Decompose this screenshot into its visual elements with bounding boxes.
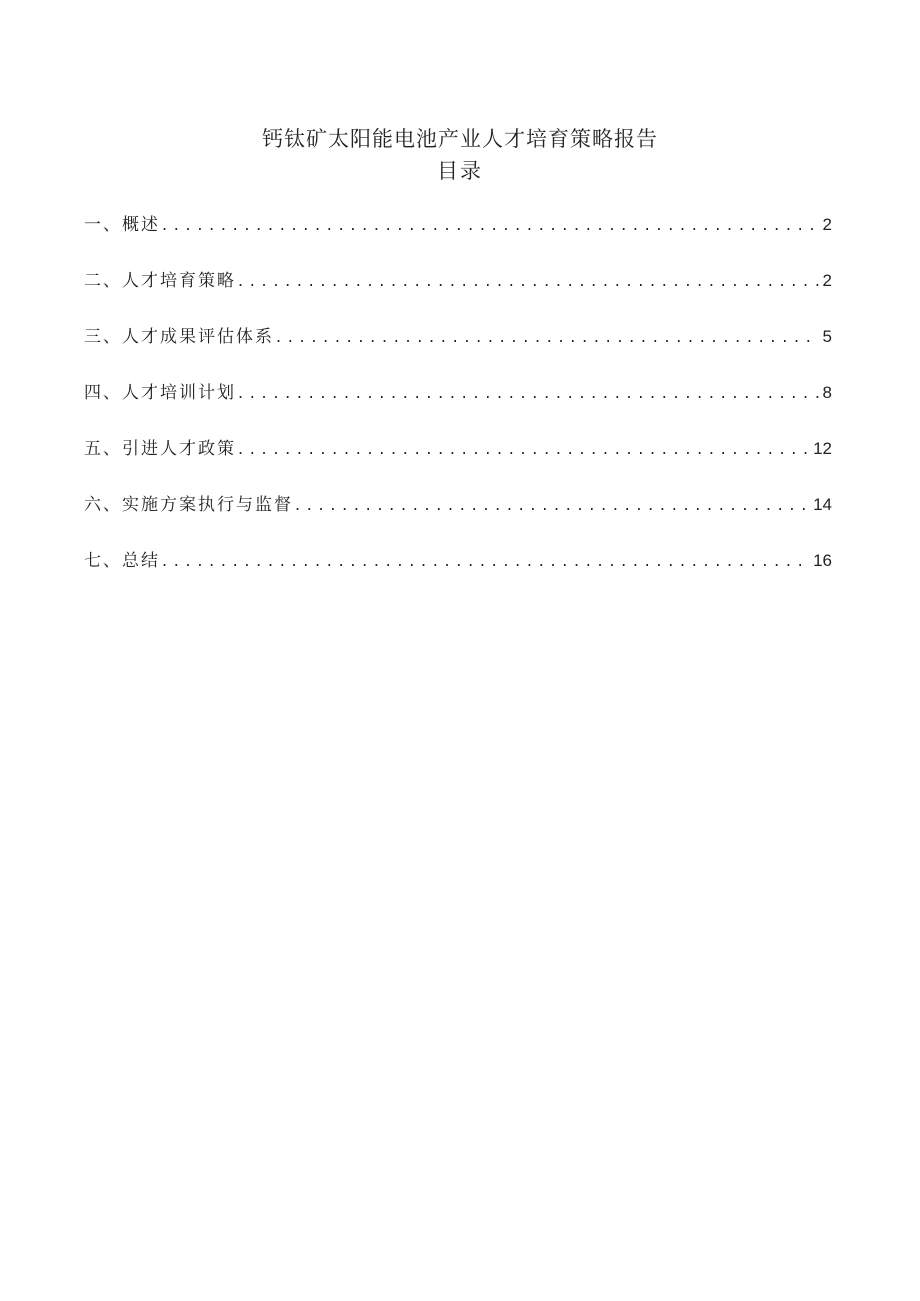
toc-entry-label: 四、人才培训计划 bbox=[84, 383, 236, 403]
toc-entry-page-number: 5 bbox=[822, 327, 832, 346]
dot-leader bbox=[162, 546, 809, 576]
toc-entry-training-plan[interactable] bbox=[84, 378, 832, 434]
dot-leader bbox=[238, 434, 809, 464]
dot-leader bbox=[295, 490, 809, 520]
toc-entry-page-number: 14 bbox=[813, 495, 832, 514]
toc-entry-evaluation-system[interactable] bbox=[84, 322, 832, 378]
toc-entry-overview[interactable] bbox=[84, 210, 832, 266]
toc-entry-page-number: 16 bbox=[813, 551, 832, 570]
toc-entry-implementation[interactable] bbox=[84, 490, 832, 546]
toc-entry-label: 六、实施方案执行与监督 bbox=[84, 495, 293, 515]
toc-entry-label: 一、概述 bbox=[84, 215, 160, 235]
dot-leader bbox=[238, 266, 819, 296]
toc-entry-label: 三、人才成果评估体系 bbox=[84, 327, 274, 347]
toc-entry-label: 二、人才培育策略 bbox=[84, 271, 236, 291]
dot-leader bbox=[162, 210, 819, 240]
dot-leader bbox=[276, 322, 819, 352]
dot-leader bbox=[238, 378, 819, 408]
toc-entry-recruitment-policy[interactable] bbox=[84, 434, 832, 490]
document-title: 钙钛矿太阳能电池产业人才培育策略报告 bbox=[262, 127, 658, 151]
toc-entry-label: 七、总结 bbox=[84, 551, 160, 571]
toc-entry-label: 五、引进人才政策 bbox=[84, 439, 236, 459]
toc-entry-page-number: 8 bbox=[822, 383, 832, 402]
toc-entry-summary[interactable] bbox=[84, 546, 832, 602]
toc-entry-page-number: 2 bbox=[822, 215, 832, 234]
table-of-contents bbox=[84, 210, 832, 602]
toc-heading: 目录 bbox=[437, 159, 483, 183]
toc-entry-page-number: 12 bbox=[813, 439, 832, 458]
toc-entry-talent-strategy[interactable] bbox=[84, 266, 832, 322]
toc-entry-page-number: 2 bbox=[822, 271, 832, 290]
